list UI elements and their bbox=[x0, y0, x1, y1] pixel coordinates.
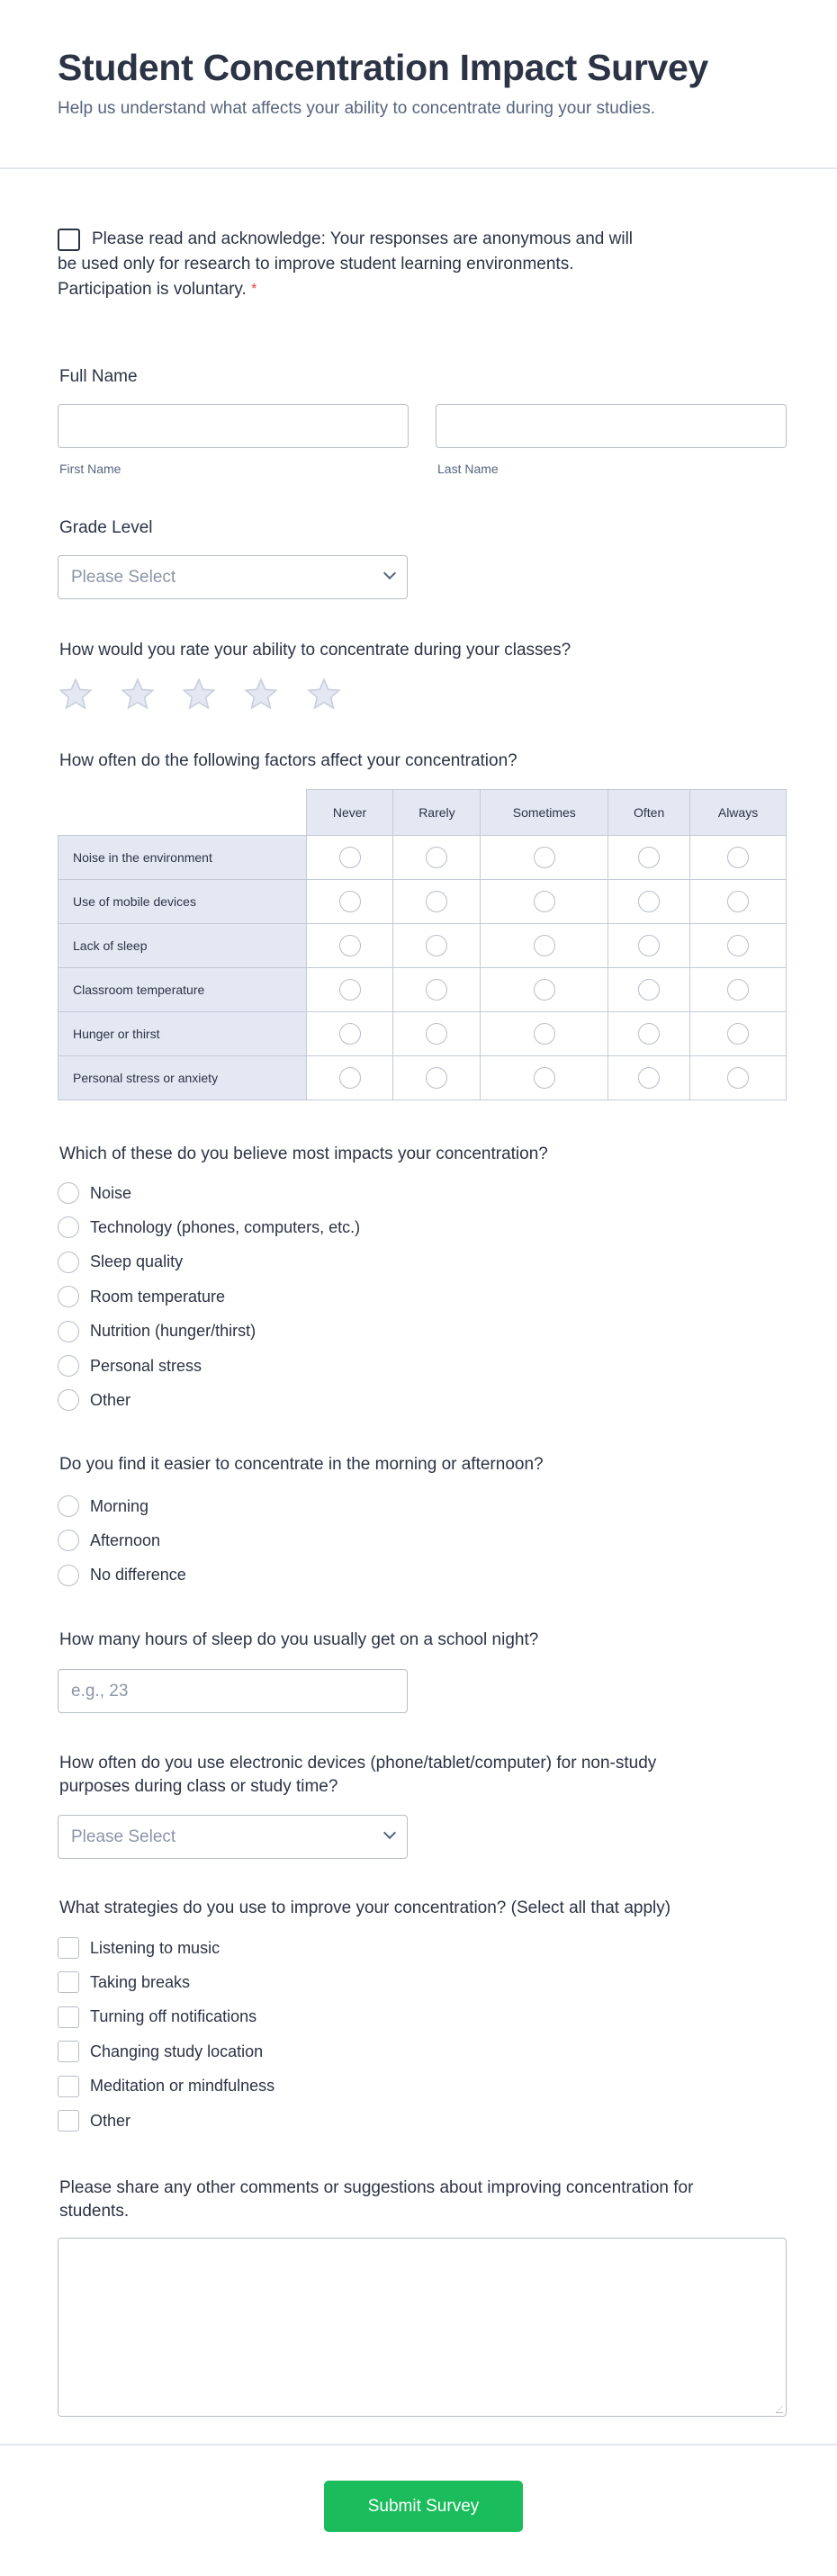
comments-textarea[interactable] bbox=[58, 2238, 787, 2417]
rating-label: How would you rate your ability to concentrate during your classes? bbox=[59, 641, 572, 660]
matrix-row bbox=[58, 880, 787, 924]
matrix-row-label: Noise in the environment bbox=[58, 836, 307, 880]
time-of-day-label: Do you find it easier to concentrate in the morning or afternoon? bbox=[59, 1455, 544, 1474]
matrix-cell bbox=[481, 1012, 608, 1056]
devices-placeholder: Please Select bbox=[71, 1827, 176, 1846]
impact-option[interactable] bbox=[58, 1352, 202, 1379]
checkbox[interactable] bbox=[58, 2006, 79, 2028]
radio-button[interactable] bbox=[58, 1182, 79, 1204]
matrix-radio[interactable] bbox=[638, 935, 660, 956]
matrix-cell bbox=[481, 924, 608, 968]
consent-text-3: Participation is voluntary. bbox=[58, 280, 247, 299]
matrix-radio[interactable] bbox=[426, 1023, 447, 1045]
impact-option-label: Other bbox=[90, 1390, 131, 1409]
page-title: Student Concentration Impact Survey bbox=[58, 47, 709, 88]
matrix-cell bbox=[481, 836, 608, 880]
impact-option-label: Personal stress bbox=[90, 1356, 202, 1375]
matrix-radio[interactable] bbox=[339, 1067, 361, 1089]
matrix-row bbox=[58, 968, 787, 1012]
time-of-day-option[interactable] bbox=[58, 1493, 148, 1520]
strategies-label: What strategies do you use to improve your concentration? (Select all that apply) bbox=[59, 1898, 671, 1917]
matrix-cell bbox=[690, 880, 787, 924]
checkbox[interactable] bbox=[58, 2110, 79, 2132]
grade-level-placeholder: Please Select bbox=[71, 568, 176, 587]
matrix-cell bbox=[393, 1056, 481, 1100]
matrix-radio[interactable] bbox=[426, 979, 447, 1001]
matrix-row-label: Lack of sleep bbox=[58, 924, 307, 968]
time-of-day-option-label: Afternoon bbox=[90, 1530, 161, 1549]
matrix-cell bbox=[306, 924, 393, 968]
checkbox[interactable] bbox=[58, 1971, 79, 1993]
matrix-cell bbox=[608, 836, 690, 880]
matrix-radio[interactable] bbox=[426, 1067, 447, 1089]
matrix-row bbox=[58, 1012, 787, 1056]
strategy-option-label: Taking breaks bbox=[90, 1972, 191, 1991]
matrix-cell bbox=[608, 924, 690, 968]
star-icon[interactable] bbox=[120, 677, 156, 713]
star-icon[interactable] bbox=[306, 677, 342, 713]
submit-button[interactable]: Submit Survey bbox=[324, 2481, 523, 2532]
matrix-cell bbox=[393, 836, 481, 880]
matrix-radio[interactable] bbox=[638, 1067, 660, 1089]
checkbox[interactable] bbox=[58, 2041, 79, 2062]
matrix-radio[interactable] bbox=[534, 847, 555, 868]
impact-option[interactable] bbox=[58, 1180, 131, 1207]
matrix-cell bbox=[608, 1012, 690, 1056]
matrix-cell bbox=[393, 1012, 481, 1056]
impact-option-label: Sleep quality bbox=[90, 1252, 184, 1271]
full-name-label: Full Name bbox=[59, 367, 138, 386]
star-icon[interactable] bbox=[181, 677, 217, 713]
matrix-radio[interactable] bbox=[638, 891, 660, 912]
comments-label-line1: Please share any other comments or suggestions about improving concentration for bbox=[59, 2178, 694, 2197]
matrix-radio[interactable] bbox=[638, 979, 660, 1001]
matrix-column-header: Often bbox=[608, 790, 690, 836]
matrix-cell bbox=[306, 880, 393, 924]
matrix-radio[interactable] bbox=[426, 935, 447, 956]
radio-button[interactable] bbox=[58, 1565, 79, 1586]
matrix-cell bbox=[690, 968, 787, 1012]
star-icon[interactable] bbox=[58, 677, 94, 713]
matrix-column-header: Sometimes bbox=[481, 790, 608, 836]
strategy-option-label: Turning off notifications bbox=[90, 2007, 257, 2026]
matrix-radio[interactable] bbox=[339, 891, 361, 912]
matrix-radio[interactable] bbox=[339, 979, 361, 1001]
consent-text-2: be used only for research to improve student learning environments. bbox=[58, 255, 574, 274]
time-of-day-option-label: Morning bbox=[90, 1496, 149, 1515]
matrix-cell bbox=[306, 968, 393, 1012]
sleep-hours-input[interactable] bbox=[58, 1669, 408, 1713]
matrix-radio[interactable] bbox=[534, 935, 555, 956]
comments-label-line2: students. bbox=[59, 2202, 130, 2221]
matrix-radio[interactable] bbox=[727, 847, 749, 868]
grade-level-select[interactable] bbox=[58, 555, 408, 599]
page-subtitle: Help us understand what affects your ability to concentrate during your studies. bbox=[58, 99, 655, 118]
consent-checkbox[interactable] bbox=[58, 229, 80, 251]
impact-option[interactable] bbox=[58, 1283, 225, 1310]
required-mark: * bbox=[251, 282, 257, 297]
strategy-option[interactable] bbox=[58, 1969, 190, 1996]
matrix-cell bbox=[481, 1056, 608, 1100]
matrix-cell bbox=[393, 924, 481, 968]
impact-option-label: Nutrition (hunger/thirst) bbox=[90, 1322, 256, 1341]
strategy-option[interactable] bbox=[58, 2107, 130, 2134]
sleep-hours-placeholder: e.g., 23 bbox=[71, 1682, 129, 1701]
matrix-radio[interactable] bbox=[339, 847, 361, 868]
strategy-option-label: Changing study location bbox=[90, 2042, 264, 2060]
time-of-day-option[interactable] bbox=[58, 1562, 186, 1589]
consent-field bbox=[58, 227, 633, 302]
matrix-row bbox=[58, 924, 787, 968]
devices-label-line2: purposes during class or study time? bbox=[59, 1777, 338, 1796]
impact-option-label: Noise bbox=[90, 1183, 132, 1202]
radio-button[interactable] bbox=[58, 1216, 79, 1238]
comments-label bbox=[59, 2177, 693, 2223]
matrix-row-label: Use of mobile devices bbox=[58, 880, 307, 924]
matrix-cell bbox=[690, 924, 787, 968]
checkbox[interactable] bbox=[58, 2076, 79, 2097]
strategy-option[interactable] bbox=[58, 2038, 263, 2065]
matrix-row-label: Classroom temperature bbox=[58, 968, 307, 1012]
impact-label: Which of these do you believe most impacts your concentration? bbox=[59, 1144, 548, 1163]
matrix-cell bbox=[306, 1056, 393, 1100]
matrix-cell bbox=[608, 880, 690, 924]
matrix-header-row bbox=[58, 790, 787, 836]
matrix-row-label: Personal stress or anxiety bbox=[58, 1056, 307, 1100]
resize-handle-icon[interactable] bbox=[776, 2406, 783, 2413]
matrix-cell bbox=[393, 968, 481, 1012]
matrix-radio[interactable] bbox=[638, 847, 660, 868]
devices-select[interactable] bbox=[58, 1815, 408, 1859]
last-name-sublabel: Last Name bbox=[437, 462, 499, 476]
matrix-radio[interactable] bbox=[638, 1023, 660, 1045]
devices-label bbox=[59, 1752, 656, 1799]
radio-button[interactable] bbox=[58, 1530, 79, 1551]
impact-option[interactable] bbox=[58, 1387, 130, 1414]
matrix-row bbox=[58, 1056, 787, 1100]
radio-button[interactable] bbox=[58, 1389, 79, 1411]
matrix-column-header: Rarely bbox=[393, 790, 481, 836]
time-of-day-option[interactable] bbox=[58, 1527, 160, 1554]
impact-option[interactable] bbox=[58, 1318, 256, 1345]
header-divider bbox=[0, 167, 837, 169]
matrix-cell bbox=[306, 836, 393, 880]
star-icon[interactable] bbox=[243, 677, 279, 713]
impact-option-label: Technology (phones, computers, etc.) bbox=[90, 1217, 361, 1236]
matrix-radio[interactable] bbox=[534, 891, 555, 912]
impact-option[interactable] bbox=[58, 1214, 360, 1241]
matrix-radio[interactable] bbox=[534, 1023, 555, 1045]
radio-button[interactable] bbox=[58, 1252, 79, 1273]
matrix-cell bbox=[608, 968, 690, 1012]
matrix-cell bbox=[690, 836, 787, 880]
radio-button[interactable] bbox=[58, 1286, 79, 1307]
grade-level-label: Grade Level bbox=[59, 518, 153, 537]
matrix-radio[interactable] bbox=[727, 979, 749, 1001]
matrix-radio[interactable] bbox=[727, 891, 749, 912]
matrix-radio[interactable] bbox=[534, 1067, 555, 1089]
matrix-cell bbox=[306, 1012, 393, 1056]
impact-option-label: Room temperature bbox=[90, 1287, 226, 1306]
strategy-option-label: Other bbox=[90, 2111, 131, 2130]
sleep-label: How many hours of sleep do you usually get on a school night? bbox=[59, 1630, 539, 1649]
matrix-radio[interactable] bbox=[426, 847, 447, 868]
matrix-radio[interactable] bbox=[534, 979, 555, 1001]
matrix-cell bbox=[393, 880, 481, 924]
matrix-radio[interactable] bbox=[426, 891, 447, 912]
impact-option[interactable] bbox=[58, 1249, 183, 1276]
matrix-radio[interactable] bbox=[727, 1067, 749, 1089]
devices-label-line1: How often do you use electronic devices (phone/tablet/computer) for non-study bbox=[59, 1754, 657, 1773]
frequency-matrix bbox=[58, 789, 787, 1100]
matrix-radio[interactable] bbox=[339, 1023, 361, 1045]
matrix-corner bbox=[58, 790, 307, 836]
first-name-sublabel: First Name bbox=[59, 462, 122, 476]
strategy-option[interactable] bbox=[58, 1934, 220, 1961]
checkbox[interactable] bbox=[58, 1937, 79, 1959]
chevron-down-icon bbox=[383, 567, 396, 579]
matrix-label: How often do the following factors affect your concentration? bbox=[59, 751, 518, 770]
matrix-radio[interactable] bbox=[727, 1023, 749, 1045]
matrix-row-label: Hunger or thirst bbox=[58, 1012, 307, 1056]
radio-button[interactable] bbox=[58, 1321, 79, 1342]
radio-button[interactable] bbox=[58, 1495, 79, 1517]
chevron-down-icon bbox=[383, 1827, 396, 1839]
matrix-cell bbox=[481, 968, 608, 1012]
strategy-option[interactable] bbox=[58, 2004, 256, 2031]
first-name-input[interactable] bbox=[58, 404, 409, 448]
matrix-cell bbox=[690, 1012, 787, 1056]
strategy-option-label: Listening to music bbox=[90, 1938, 220, 1957]
footer-divider bbox=[0, 2444, 837, 2446]
consent-text-1: Please read and acknowledge: Your responses are anonymous and will bbox=[92, 229, 634, 248]
matrix-cell bbox=[481, 880, 608, 924]
matrix-column-header: Always bbox=[690, 790, 787, 836]
matrix-radio[interactable] bbox=[727, 935, 749, 956]
time-of-day-option-label: No difference bbox=[90, 1566, 186, 1584]
matrix-row bbox=[58, 836, 787, 880]
matrix-radio[interactable] bbox=[339, 935, 361, 956]
matrix-cell bbox=[608, 1056, 690, 1100]
strategy-option-label: Meditation or mindfulness bbox=[90, 2077, 275, 2096]
matrix-column-header: Never bbox=[306, 790, 393, 836]
matrix-cell bbox=[690, 1056, 787, 1100]
radio-button[interactable] bbox=[58, 1355, 79, 1377]
strategy-option[interactable] bbox=[58, 2073, 274, 2100]
last-name-input[interactable] bbox=[436, 404, 787, 448]
